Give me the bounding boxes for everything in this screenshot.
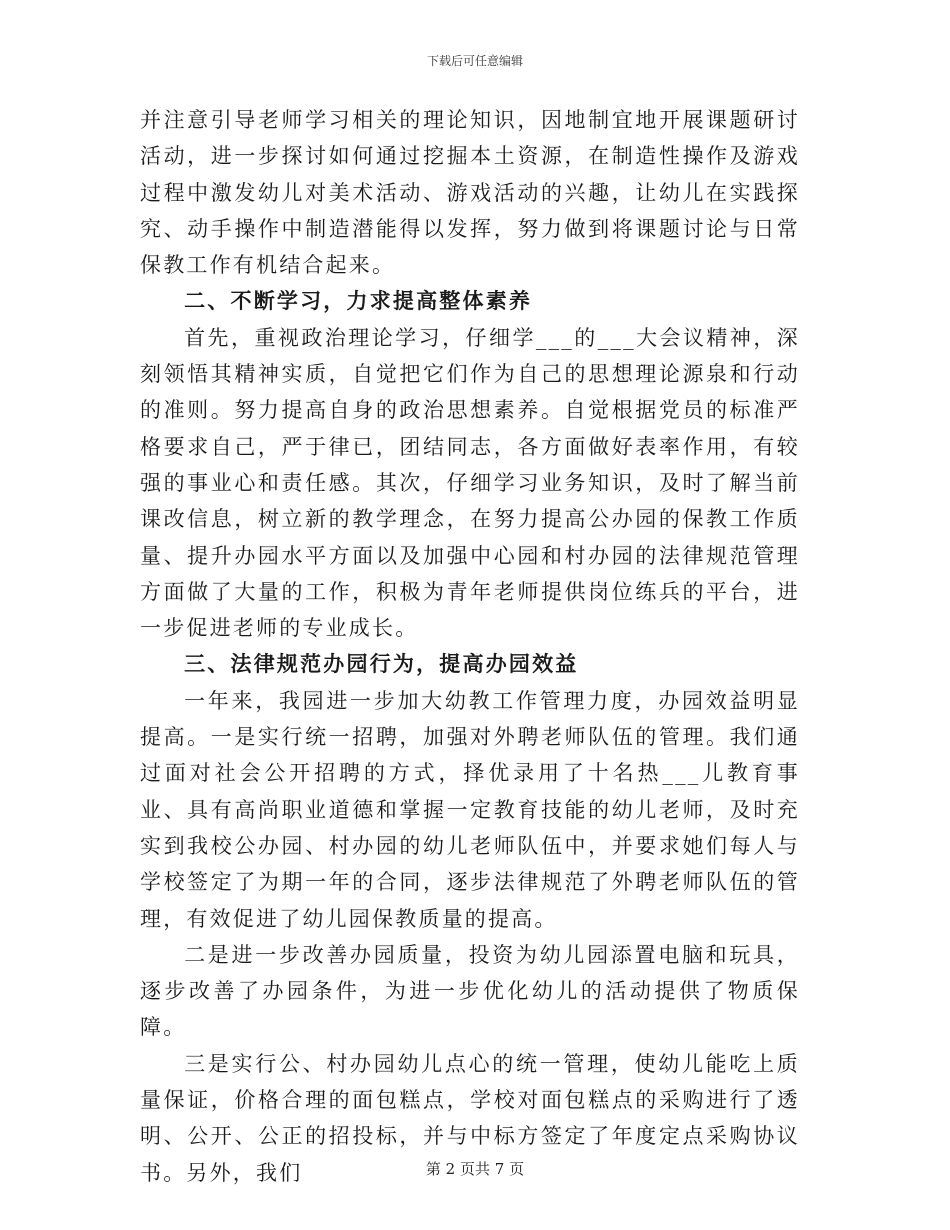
paragraph-conditions: 二是进一步改善办园质量，投资为幼儿园添置电脑和玩具，逐步改善了办园条件，为进一步优化幼儿的活动提供了物质保障。 — [140, 942, 800, 1040]
paragraph-continued: 并注意引导老师学习相关的理论知识，因地制宜地开展课题研讨活动，进一步探讨如何通过挖掘本土资源，在制造性操作及游戏过程中激发幼儿对美术活动、游戏活动的兴趣，让幼儿在实践探究、动手操作中制造潜能得以发挥，努力做到将课题讨论与日常保教工作有机结合起来。 — [140, 108, 800, 278]
paragraph-study: 首先，重视政治理论学习，仔细学___的___大会议精神，深刻领悟其精神实质，自觉把它们作为自己的思想理论源泉和行动的准则。努力提高自身的政治思想素养。自觉根据党员的标准严格要求自己，严于律已，团结同志，各方面做好表率作用，有较强的事业心和责任感。其次，仔细学习业务知识，及时了解当前课改信息，树立新的教学理念，在努力提高公办园的保教工作质量、提升办园水平方面以及加强中心园和村办园的法律规范管理方面做了大量的工作，积极为青年老师提供岗位练兵的平台，进一步促进老师的专业成长。 — [140, 325, 800, 641]
page-header-note: 下载后可任意编辑 — [426, 54, 523, 68]
paragraph-management: 一年来，我园进一步加大幼教工作管理力度，办园效益明显提高。一是实行统一招聘，加强对外聘老师队伍的管理。我们通过面对社会公开招聘的方式，择优录用了十名热___儿教育事业、具有高尚职业道德和掌握一定教育技能的幼儿老师，及时充实到我校公办园、村办园的幼儿老师队伍中，并要求她们每人与学校签定了为期一年的合同，逐步法律规范了外聘老师队伍的管理，有效促进了幼儿园保教质量的提高。 — [140, 688, 800, 931]
section-heading-3: 三、法律规范办园行为，提高办园效益 — [184, 652, 579, 677]
page-number: 第 2 页共 7 页 — [425, 1160, 525, 1178]
document-body — [140, 102, 800, 1191]
paragraph-snacks: 三是实行公、村办园幼儿点心的统一管理，使幼儿能吃上质量保证，价格合理的面包糕点，学校对面包糕点的采购进行了透明、公开、公正的招投标，并与中标方签定了年度定点采购协议书。另外，我们 — [140, 1051, 800, 1185]
section-heading-2: 二、不断学习，力求提高整体素养 — [184, 289, 533, 314]
